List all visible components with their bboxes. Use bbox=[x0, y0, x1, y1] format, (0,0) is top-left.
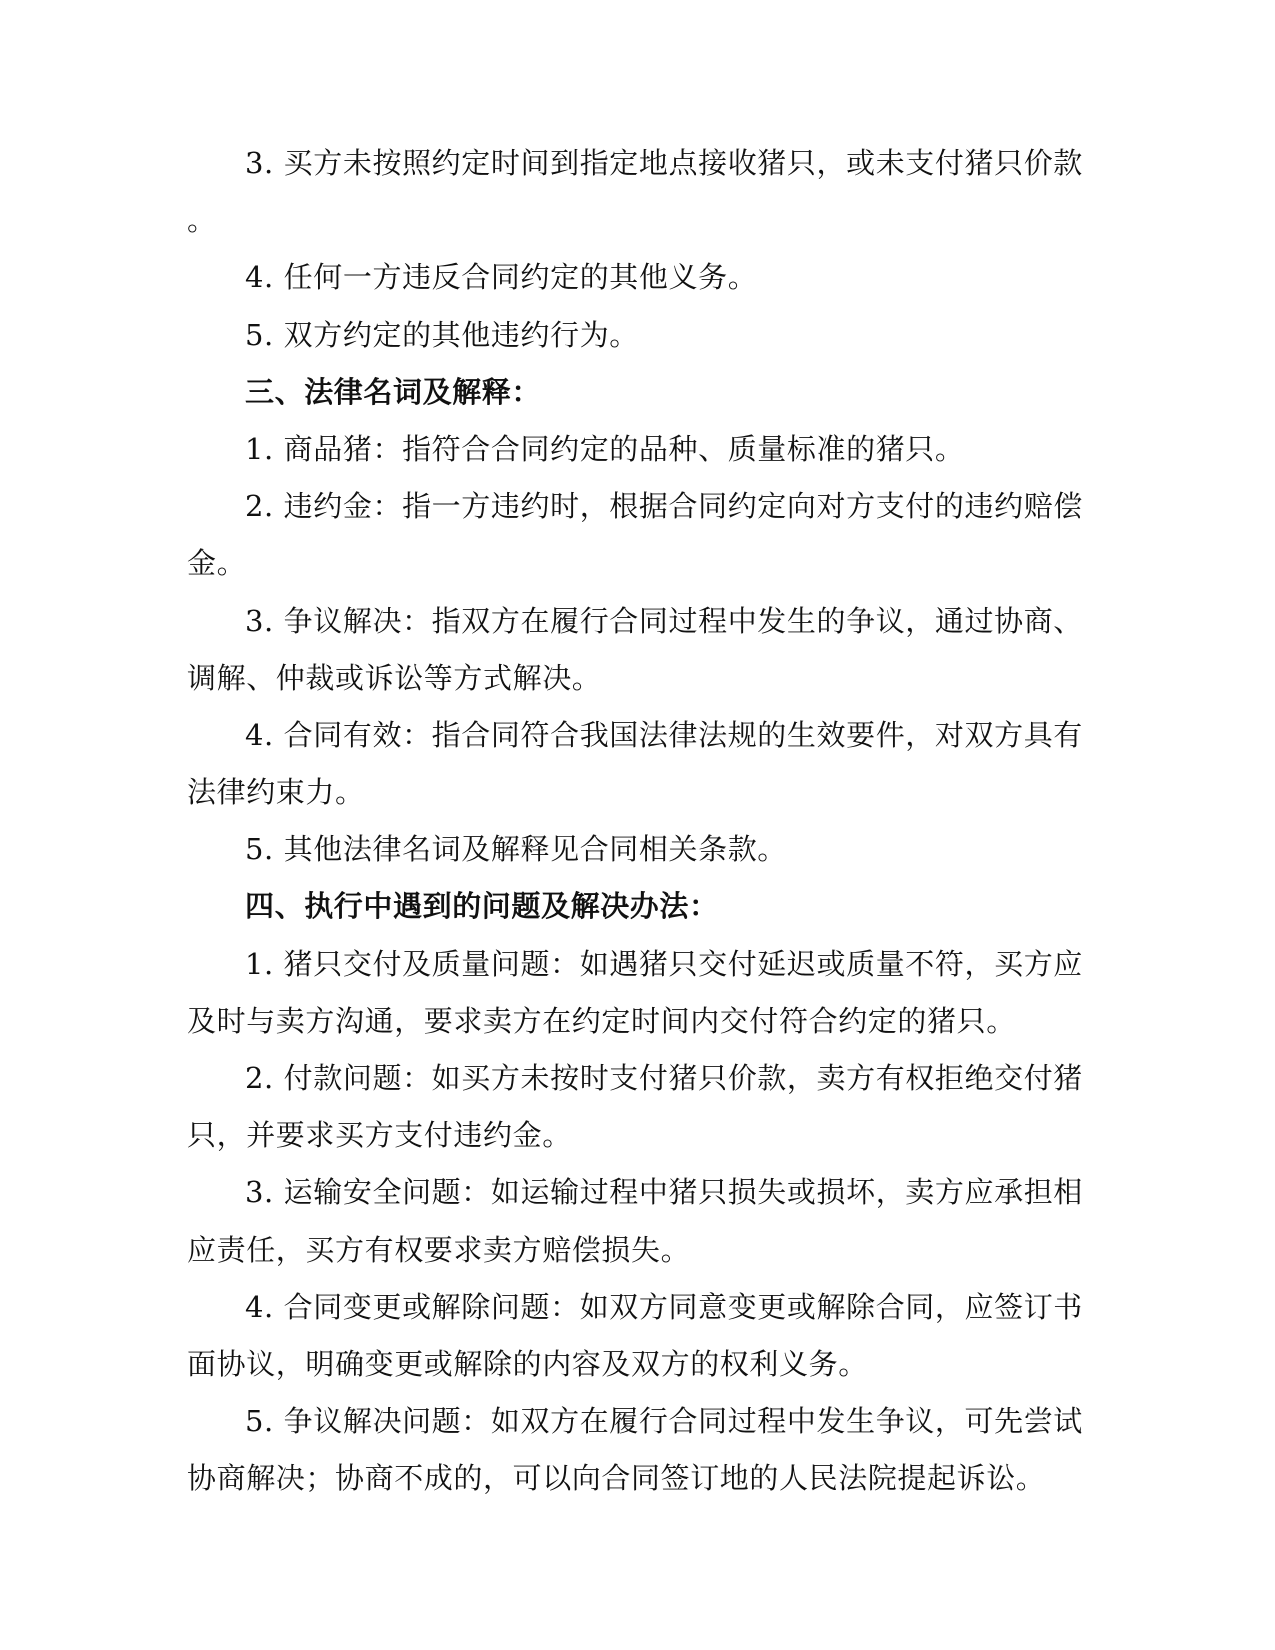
document-body bbox=[187, 135, 1083, 1508]
text-line: 面协议，明确变更或解除的内容及双方的权利义务。 bbox=[187, 1346, 868, 1381]
text-line: 。 bbox=[187, 203, 217, 238]
text-line: 3. 买方未按照约定时间到指定地点接收猪只，或未支付猪只价款 bbox=[245, 146, 1083, 180]
section-heading: 四、执行中遇到的问题及解决办法： bbox=[245, 889, 719, 924]
text-line: 4. 合同有效：指合同符合我国法律法规的生效要件，对双方具有 bbox=[245, 717, 1083, 752]
text-line: 5. 争议解决问题：如双方在履行合同过程中发生争议，可先尝试 bbox=[245, 1404, 1083, 1439]
section-heading: 三、法律名词及解释： bbox=[245, 374, 542, 409]
text-line: 协商解决；协商不成的，可以向合同签订地的人民法院提起诉讼。 bbox=[187, 1461, 1046, 1496]
text-line: 4. 任何一方违反合同约定的其他义务。 bbox=[245, 260, 758, 295]
text-line: 3. 运输安全问题：如运输过程中猪只损失或损坏，卖方应承担相 bbox=[245, 1175, 1083, 1210]
text-line: 2. 违约金：指一方违约时，根据合同约定向对方支付的违约赔偿 bbox=[245, 489, 1083, 524]
text-line: 1. 商品猪：指符合合同约定的品种、质量标准的猪只。 bbox=[245, 431, 965, 466]
text-line: 法律约束力。 bbox=[187, 775, 365, 810]
text-line: 4. 合同变更或解除问题：如双方同意变更或解除合同，应签订书 bbox=[245, 1289, 1083, 1324]
text-line: 3. 争议解决：指双方在履行合同过程中发生的争议，通过协商、 bbox=[245, 603, 1083, 638]
text-line: 5. 双方约定的其他违约行为。 bbox=[245, 317, 639, 352]
text-line: 2. 付款问题：如买方未按时支付猪只价款，卖方有权拒绝交付猪 bbox=[245, 1061, 1083, 1095]
text-line: 及时与卖方沟通，要求卖方在约定时间内交付符合约定的猪只。 bbox=[187, 1003, 1016, 1038]
text-line: 金。 bbox=[187, 546, 247, 581]
text-line: 5. 其他法律名词及解释见合同相关条款。 bbox=[245, 832, 787, 867]
text-line: 应责任，买方有权要求卖方赔偿损失。 bbox=[187, 1232, 691, 1267]
text-line: 调解、仲裁或诉讼等方式解决。 bbox=[187, 660, 602, 695]
text-line: 1. 猪只交付及质量问题：如遇猪只交付延迟或质量不符，买方应 bbox=[245, 946, 1083, 981]
text-line: 只，并要求买方支付违约金。 bbox=[187, 1118, 572, 1153]
